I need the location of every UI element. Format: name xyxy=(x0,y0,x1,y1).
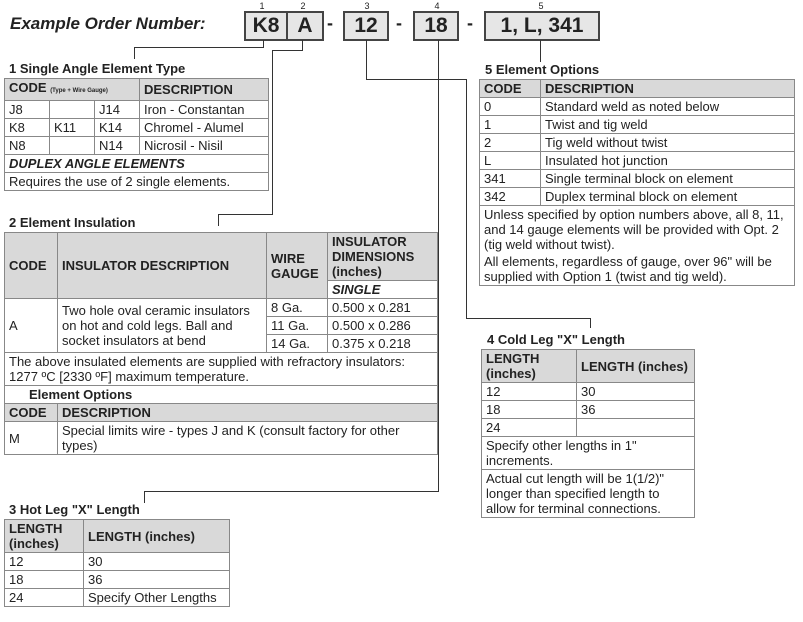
options-note-2: All elements, regardless of gauge, over 96" will be supplied with Option 1 (twist and tig weld). xyxy=(480,253,795,286)
order-part-type: K8 xyxy=(244,11,288,41)
table-row: A Two hole oval ceramic insulators on hot and cold legs. Ball and socket insulators at bend 8 Ga. 0.500 x 0.281 xyxy=(5,299,438,317)
dash-2: - xyxy=(396,13,402,33)
element-options-subtitle: Element Options xyxy=(5,386,438,404)
section-2-title: 2 Element Insulation xyxy=(9,215,136,230)
option-code-header: CODE xyxy=(5,404,58,422)
insulation-table xyxy=(4,232,438,455)
connector-2h2 xyxy=(218,214,273,215)
section-3-title: 3 Hot Leg "X" Length xyxy=(9,502,140,517)
order-number-label: Example Order Number: xyxy=(10,14,206,33)
option-desc-header: DESCRIPTION xyxy=(58,404,438,422)
connector-2v xyxy=(272,50,273,215)
table-row: 18 36 xyxy=(482,401,695,419)
duplex-note: Requires the use of 2 single elements. xyxy=(5,173,269,191)
cold-leg-note-1: Specify other lengths in 1" increments. xyxy=(482,437,695,470)
code-header: CODE xyxy=(5,233,58,299)
single-header: SINGLE xyxy=(328,281,438,299)
connector-3v xyxy=(466,79,467,319)
part-number-3: 3 xyxy=(364,1,370,11)
connector-2h xyxy=(272,50,303,51)
table-row: 24 xyxy=(482,419,695,437)
order-part-hot-leg: 12 xyxy=(343,11,389,41)
wire-gauge-header: WIRE GAUGE xyxy=(267,233,328,299)
table-row: 1 Twist and tig weld xyxy=(480,116,795,134)
order-part-insulation: A xyxy=(286,11,324,41)
connector-3h2 xyxy=(466,318,590,319)
insulator-desc-header: INSULATOR DESCRIPTION xyxy=(58,233,267,299)
section-5-title: 5 Element Options xyxy=(485,62,600,77)
connector-3h xyxy=(366,79,466,80)
table-row: K8 K11 K14 Chromel - Alumel xyxy=(5,119,269,137)
table-row: 341 Single terminal block on element xyxy=(480,170,795,188)
table-row: 2 Tig weld without twist xyxy=(480,134,795,152)
order-part-cold-leg: 18 xyxy=(413,11,459,41)
connector-2v2 xyxy=(218,214,219,226)
part-number-4: 4 xyxy=(434,1,440,11)
section-4-title: 4 Cold Leg "X" Length xyxy=(487,332,625,347)
table-row: 11 Ga. 0.500 x 0.286 xyxy=(5,317,438,335)
connector-5 xyxy=(540,40,541,62)
dash-3: - xyxy=(467,13,473,33)
connector-1h xyxy=(134,47,264,48)
insulation-note: The above insulated elements are supplied with refractory insulators: 1277 ºC [2330 ºF] maximum temperature. xyxy=(5,353,438,386)
table-row: 12 30 xyxy=(482,383,695,401)
table-row: 342 Duplex terminal block on element xyxy=(480,188,795,206)
element-options-table: CODE DESCRIPTION 0 Standard weld as noted below 1 Twist and tig weld 2 Tig weld without twist L Insulated hot junction 341 Single terminal block on element 342 Duplex terminal block on element Unless specified by option numbers above, all 8, 11, and 14 gauge elements will be provided with Opt. 2 (tig weld without twist). All elements, regardless of gauge, over 96" will be supplied with Option 1 (twist and tig weld). xyxy=(479,79,795,286)
desc-header: DESCRIPTION xyxy=(140,79,269,101)
table-row: 0 Standard weld as noted below xyxy=(480,98,795,116)
connector-1v xyxy=(134,47,135,59)
part-number-2: 2 xyxy=(300,1,306,11)
table-row: 12 30 xyxy=(5,553,230,571)
section-1-title: 1 Single Angle Element Type xyxy=(9,61,186,76)
table-row: M Special limits wire - types J and K (consult factory for other types) xyxy=(5,422,438,455)
connector-4v xyxy=(144,491,145,503)
table-row: N8 N14 Nicrosil - Nisil xyxy=(5,137,269,155)
part-number-5: 5 xyxy=(538,1,544,11)
connector-4 xyxy=(438,40,439,492)
connector-3 xyxy=(366,40,367,80)
duplex-title: DUPLEX ANGLE ELEMENTS xyxy=(5,155,269,173)
order-part-options: 1, L, 341 xyxy=(484,11,600,41)
connector-4h xyxy=(144,491,439,492)
table-row: L Insulated hot junction xyxy=(480,152,795,170)
element-type-table xyxy=(4,78,269,191)
table-row: 14 Ga. 0.375 x 0.218 xyxy=(5,335,438,353)
cold-leg-note-2: Actual cut length will be 1(1/2)" longer than specified length to allow for terminal connections. xyxy=(482,470,695,518)
dimensions-header: INSULATOR DIMENSIONS (inches) xyxy=(328,233,438,281)
dash-1: - xyxy=(327,13,333,33)
table-row: J8 J14 Iron - Constantan xyxy=(5,101,269,119)
table-row: 18 36 xyxy=(5,571,230,589)
hot-leg-table: LENGTH (inches) LENGTH (inches) 12 30 18 36 24 Specify Other Lengths xyxy=(4,519,230,607)
options-note-1: Unless specified by option numbers above, all 8, 11, and 14 gauge elements will be provided with Opt. 2 (tig weld without twist). xyxy=(480,206,795,254)
connector-3v2 xyxy=(590,318,591,328)
part-number-1: 1 xyxy=(259,1,265,11)
cold-leg-table: LENGTH (inches) LENGTH (inches) 12 30 18 36 24 Specify other lengths in 1" increments. Actual cut length will be 1(1/2)" longer than specified length to allow for terminal connections. xyxy=(481,349,695,518)
table-row: 24 Specify Other Lengths xyxy=(5,589,230,607)
code-header: CODE (Type + Wire Gauge) xyxy=(5,79,140,101)
